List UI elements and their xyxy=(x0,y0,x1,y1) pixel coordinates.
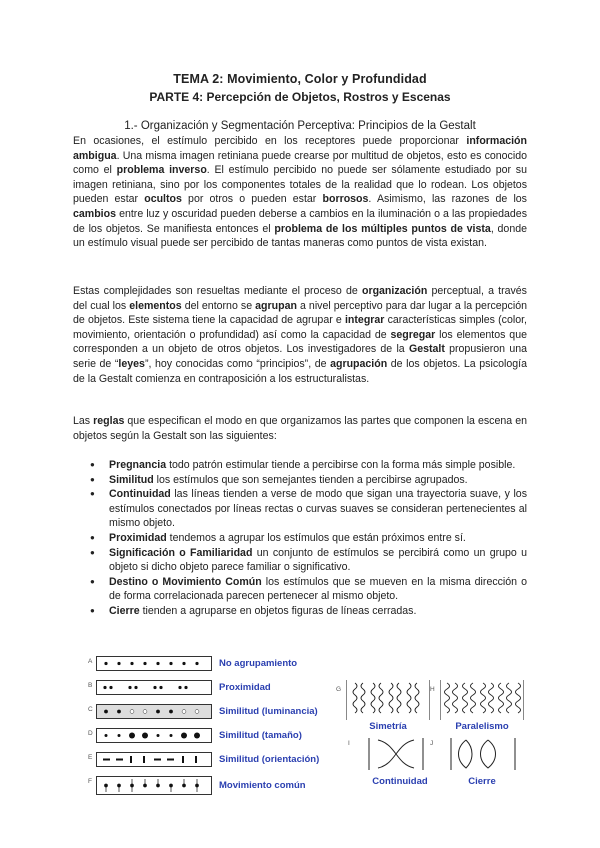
emphasis-text: Gestalt xyxy=(408,343,445,356)
emphasis-text: organización xyxy=(361,285,428,297)
symmetry-graphic xyxy=(347,680,431,720)
paragraph-text: Las xyxy=(73,415,94,427)
paragraph-text: por otros o pueden estar xyxy=(181,193,323,206)
emphasis-text: reglas xyxy=(93,415,125,427)
figure-box-orientation xyxy=(96,752,212,767)
paragraph-text: . Asimismo, las razones de los xyxy=(368,193,527,206)
paragraph-text: entre luz y oscuridad pueden deberse a cambios en la iluminación o a las propiedades de los objetos. Se manifiesta entonces el xyxy=(73,207,527,235)
rule-term: Similitud xyxy=(109,473,154,486)
emphasis-text: agrupan xyxy=(255,299,297,312)
figure-row-d xyxy=(88,728,328,744)
document-subtitle: PARTE 4: Percepción de Objetos, Rostros y Escenas xyxy=(149,90,451,104)
dots-size-graphic xyxy=(97,729,211,742)
closure-graphic-box xyxy=(448,734,518,774)
dots-proximity-graphic xyxy=(97,681,211,694)
paragraph-text: perceptual, a través del cual los xyxy=(73,285,527,312)
rule-description: todo patrón estimular tiende a percibirse con la forma más simple posible. xyxy=(166,459,516,471)
rule-term: Pregnancia xyxy=(109,459,167,471)
rule-term: Cierre xyxy=(109,604,140,617)
paragraph-text: ”, hoy conocidas como “principios”, de xyxy=(144,357,331,370)
figure-panel-letter: J xyxy=(430,740,434,747)
emphasis-text: integrar xyxy=(344,314,385,327)
emphasis-text: problema de los múltiples puntos de vista xyxy=(274,222,491,235)
rule-item xyxy=(90,473,527,488)
figure-row-letter: A xyxy=(88,658,93,665)
figure-row-e xyxy=(88,752,328,768)
figure-row-label: Similitud (luminancia) xyxy=(219,706,318,717)
bars-orientation-graphic xyxy=(97,753,211,766)
rule-item xyxy=(90,458,527,473)
emphasis-text: elementos xyxy=(129,299,182,312)
continuity-graphic-box xyxy=(366,734,426,774)
paragraph-text: propusieron una serie de “ xyxy=(73,343,528,370)
rule-term: Significación o Familiaridad xyxy=(109,546,253,559)
figure-row-f xyxy=(88,776,328,792)
paragraph-text: Estas complejidades son resueltas mediante el proceso de xyxy=(73,285,362,297)
emphasis-text: agrupación xyxy=(330,357,388,370)
dots-luminance-graphic xyxy=(97,705,211,718)
rule-item xyxy=(90,531,527,546)
figure-row-b xyxy=(88,680,328,696)
paragraph-ambiguity xyxy=(73,134,527,251)
figure-panel-label: Paralelismo xyxy=(455,721,509,732)
emphasis-text: segregar xyxy=(390,328,436,341)
figure-row-label: Movimiento común xyxy=(219,780,306,791)
arrows-motion-graphic xyxy=(97,777,211,794)
paragraph-text: a nivel perceptivo para dar lugar a la percepción de objetos. Este sistema tiene la capacidad de agrupar e xyxy=(73,299,527,327)
rule-item xyxy=(90,604,527,619)
figure-box-luminance xyxy=(96,704,212,719)
figure-row-letter: D xyxy=(88,730,93,737)
rule-description: tienden a agruparse en objetos figuras de líneas cerradas. xyxy=(139,604,417,617)
figure-row-label: Similitud (tamaño) xyxy=(219,730,302,741)
symmetry-graphic-box xyxy=(346,680,430,720)
rule-description: tendemos a agrupar los estímulos que están próximos entre sí. xyxy=(166,531,466,544)
rule-term: Proximidad xyxy=(109,531,167,544)
continuity-graphic xyxy=(366,734,426,774)
paragraph-text: . El estímulo percibido no puede ser sólamente estudiado por su imagen retiniana, sino por los componentes totales de la realidad que lo rodean. Los objetos pueden estar xyxy=(73,164,528,206)
figure-box-size xyxy=(96,728,212,743)
emphasis-text: información ambigua xyxy=(73,135,527,162)
figure-row-letter: C xyxy=(88,706,93,713)
figure-box-common-motion xyxy=(96,776,212,795)
paragraph-rules-intro xyxy=(73,414,527,443)
figure-row-letter: E xyxy=(88,754,93,761)
document-title: TEMA 2: Movimiento, Color y Profundidad xyxy=(173,72,427,86)
paragraph-text: . Una misma imagen retiniana puede crearse por multitud de objetos, esto es conocido como el xyxy=(73,149,527,177)
figure-panel-label: Simetría xyxy=(369,721,407,732)
paragraph-text: los elementos que corresponden a un objeto de otros objetos. Los investigadores de la xyxy=(73,328,527,356)
figure-panel-letter: I xyxy=(348,740,350,747)
paragraph-text: , donde un estímulo visual puede ser percibido de tantas maneras como puntos de vista existan. xyxy=(73,222,528,250)
figure-row-a xyxy=(88,656,328,672)
figure-row-c xyxy=(88,704,328,720)
emphasis-text: borrosos xyxy=(322,193,369,206)
rule-item xyxy=(90,487,527,531)
emphasis-text: problema inverso xyxy=(116,164,207,177)
emphasis-text: cambios xyxy=(73,207,116,220)
emphasis-text: leyes xyxy=(118,357,145,370)
emphasis-text: ocultos xyxy=(144,193,182,206)
figure-panel-letter: H xyxy=(430,686,435,693)
paragraph-text: del entorno se xyxy=(181,299,256,312)
figure-box-proximity xyxy=(96,680,212,695)
figure-row-label: No agrupamiento xyxy=(219,658,298,669)
gestalt-figure xyxy=(88,652,518,802)
rule-term: Destino o Movimiento Común xyxy=(109,575,262,588)
rule-description: las líneas tienden a verse de modo que sigan una trayectoria suave, y los estímulos conectados por líneas rectas o curvas suaves se consideran pertenecientes al mismo objeto. xyxy=(109,488,527,530)
paragraph-text: que especifican el modo en que organizamos las partes que componen la escena en objetos según la Gestalt son las siguientes: xyxy=(73,415,527,442)
paragraph-text: de los objetos. La psicología de la Gestalt comienza en contraposición a los estructuralistas. xyxy=(73,357,527,385)
figure-panel-closure xyxy=(430,734,524,814)
dots-uniform-graphic xyxy=(97,657,211,670)
figure-row-label: Proximidad xyxy=(219,682,271,693)
rule-item xyxy=(90,546,527,575)
parallelism-graphic xyxy=(441,680,525,720)
paragraph-text: características simples (color, movimiento, orientación o profundidad) así como la capacidad de xyxy=(73,314,527,341)
gestalt-rules-list xyxy=(90,458,527,619)
closure-graphic xyxy=(448,734,518,774)
paragraph-text: En ocasiones, el estímulo percibido en los receptores puede proporcionar xyxy=(73,135,467,147)
figure-panel-label: Continuidad xyxy=(372,776,428,787)
figure-row-label: Similitud (orientación) xyxy=(219,754,320,765)
figure-box-no-grouping xyxy=(96,656,212,671)
section-heading: 1.- Organización y Segmentación Perceptiva: Principios de la Gestalt xyxy=(124,120,476,132)
rule-description: los estímulos que se mueven en la misma dirección o de forma correlacionada parecen pertenecer al mismo objeto. xyxy=(109,575,527,603)
figure-panel-letter: G xyxy=(336,686,342,693)
rule-item xyxy=(90,575,527,604)
parallelism-graphic-box xyxy=(440,680,524,720)
rule-term: Continuidad xyxy=(109,488,171,501)
figure-row-letter: B xyxy=(88,682,93,689)
figure-row-letter: F xyxy=(88,778,92,785)
rule-description: un conjunto de estímulos se percibirá como un grupo u objeto si dicho objeto parece familiar o significativo. xyxy=(109,546,527,574)
figure-panel-label: Cierre xyxy=(468,776,496,787)
paragraph-organization xyxy=(73,284,527,386)
rule-description: los estímulos que son semejantes tienden a percibirse agrupados. xyxy=(153,473,468,486)
